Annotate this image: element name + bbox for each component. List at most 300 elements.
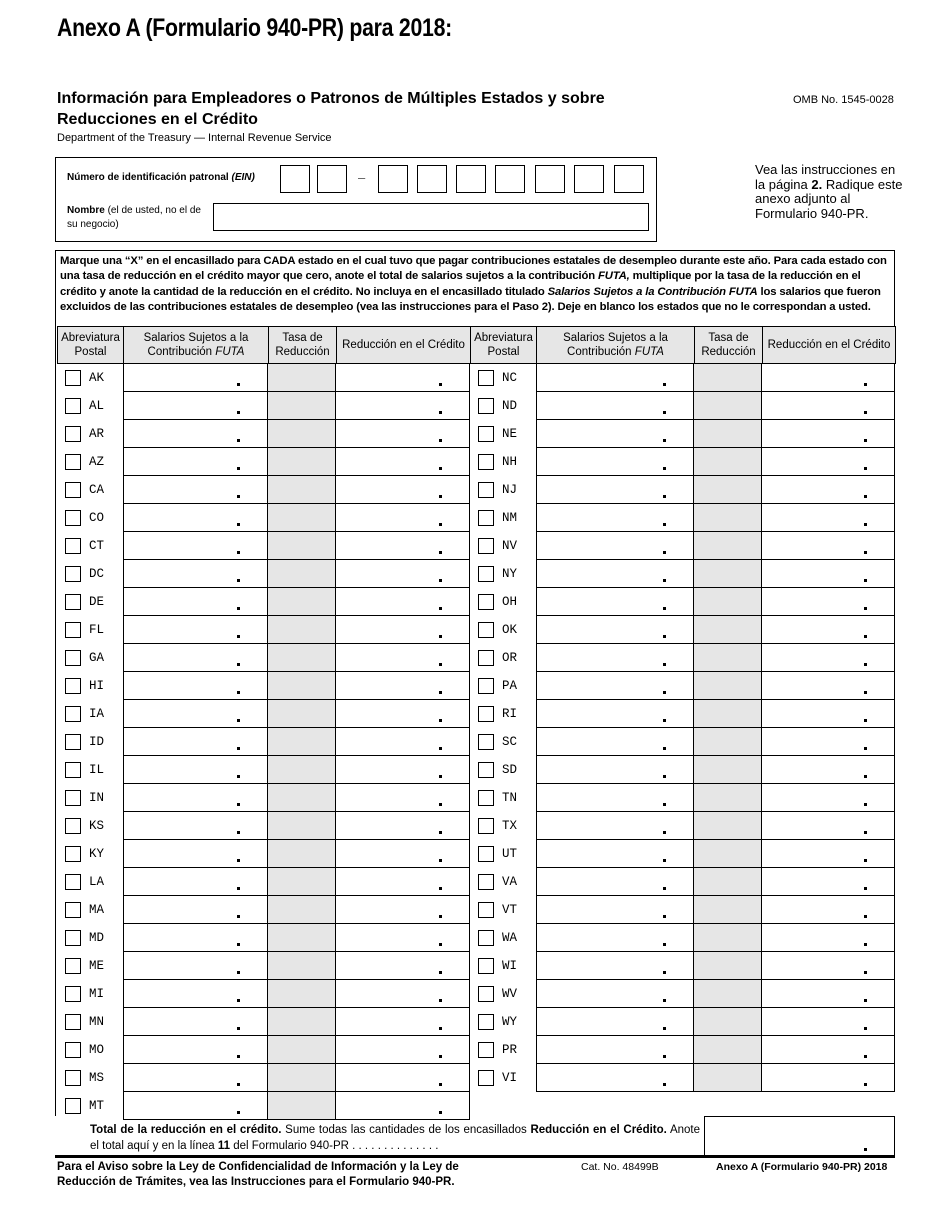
credit-input[interactable] [336,840,470,868]
state-checkbox[interactable] [478,846,494,862]
wages-input[interactable] [536,812,694,840]
rate-input[interactable] [268,504,336,532]
state-checkbox[interactable] [65,538,81,554]
state-checkbox[interactable] [478,398,494,414]
state-checkbox[interactable] [478,706,494,722]
rate-input[interactable] [268,644,336,672]
wages-input[interactable] [536,560,694,588]
credit-input[interactable] [336,868,470,896]
rate-input[interactable] [694,980,762,1008]
rate-input[interactable] [694,364,762,392]
state-checkbox[interactable] [478,818,494,834]
state-checkbox[interactable] [65,622,81,638]
state-checkbox[interactable] [65,958,81,974]
state-checkbox[interactable] [478,874,494,890]
rate-input[interactable] [694,560,762,588]
decimal-point [237,887,240,890]
state-abbr: IN [89,791,105,805]
rate-input[interactable] [694,756,762,784]
state-checkbox[interactable] [65,454,81,470]
state-abbr: PA [502,679,518,693]
rate-input[interactable] [268,756,336,784]
wages-input[interactable] [123,364,268,392]
rate-input[interactable] [694,616,762,644]
rate-input[interactable] [268,896,336,924]
omb-number: OMB No. 1545-0028 [793,94,894,106]
rate-input[interactable] [694,504,762,532]
credit-input[interactable] [336,420,470,448]
wages-input[interactable] [536,980,694,1008]
wages-input[interactable] [123,952,268,980]
rate-input[interactable] [694,784,762,812]
credit-input[interactable] [336,476,470,504]
rate-input[interactable] [268,392,336,420]
state-cell [57,756,123,784]
state-abbr: LA [89,875,105,889]
state-checkbox[interactable] [65,930,81,946]
state-checkbox[interactable] [65,706,81,722]
credit-input[interactable] [336,588,470,616]
credit-input[interactable] [762,1064,895,1092]
wages-input[interactable] [123,812,268,840]
credit-input[interactable] [336,504,470,532]
credit-input[interactable] [762,364,895,392]
decimal-point [864,1083,867,1086]
decimal-point [237,859,240,862]
credit-input[interactable] [762,980,895,1008]
rate-input[interactable] [694,644,762,672]
credit-input[interactable] [762,420,895,448]
state-abbr: MO [89,1043,105,1057]
state-checkbox[interactable] [65,818,81,834]
state-checkbox[interactable] [65,1014,81,1030]
wages-input[interactable] [536,504,694,532]
state-cell [470,672,536,700]
rate-input[interactable] [268,560,336,588]
credit-input[interactable] [762,896,895,924]
state-checkbox[interactable] [478,790,494,806]
credit-input[interactable] [762,616,895,644]
state-checkbox[interactable] [65,482,81,498]
state-abbr: WI [502,959,518,973]
decimal-point [864,383,867,386]
credit-input[interactable] [336,980,470,1008]
wages-input[interactable] [536,532,694,560]
state-checkbox[interactable] [478,902,494,918]
ein-digit-9[interactable] [614,165,644,193]
rate-input[interactable] [694,420,762,448]
state-checkbox[interactable] [478,678,494,694]
state-cell [57,924,123,952]
wages-input[interactable] [123,980,268,1008]
ein-digit-2[interactable] [317,165,347,193]
wages-input[interactable] [123,728,268,756]
credit-input[interactable] [336,1092,470,1120]
ein-digit-7[interactable] [535,165,565,193]
wages-input[interactable] [536,448,694,476]
rate-input[interactable] [268,868,336,896]
rate-input[interactable] [694,1064,762,1092]
state-abbr: KY [89,847,105,861]
decimal-point [237,607,240,610]
credit-input[interactable] [336,560,470,588]
credit-input[interactable] [336,700,470,728]
decimal-point [439,635,442,638]
ein-digit-4[interactable] [417,165,447,193]
state-abbr: GA [89,651,105,665]
state-checkbox[interactable] [65,426,81,442]
rate-input[interactable] [268,1008,336,1036]
credit-input[interactable] [336,1036,470,1064]
rate-input[interactable] [694,448,762,476]
name-input[interactable] [213,203,649,231]
rate-input[interactable] [694,868,762,896]
wages-input[interactable] [536,588,694,616]
wages-input[interactable] [536,952,694,980]
state-cell [57,672,123,700]
state-cell [57,504,123,532]
state-cell [470,980,536,1008]
state-abbr: IL [89,763,105,777]
state-checkbox[interactable] [65,874,81,890]
rate-input[interactable] [694,840,762,868]
state-checkbox[interactable] [65,1070,81,1086]
wages-input[interactable] [536,896,694,924]
credit-input[interactable] [336,728,470,756]
wages-input[interactable] [123,532,268,560]
table-left-border [55,326,56,1116]
wages-input[interactable] [123,784,268,812]
decimal-point [663,607,666,610]
state-abbr: MS [89,1071,105,1085]
wages-input[interactable] [123,504,268,532]
decimal-point [237,691,240,694]
wages-input[interactable] [536,644,694,672]
credit-input[interactable] [762,924,895,952]
state-abbr: WA [502,931,518,945]
state-checkbox[interactable] [65,370,81,386]
decimal-point [237,719,240,722]
ein-dash: – [358,170,366,185]
state-cell [470,616,536,644]
decimal-point [439,775,442,778]
state-abbr: CT [89,539,105,553]
state-checkbox[interactable] [65,734,81,750]
state-checkbox[interactable] [478,1042,494,1058]
state-cell [470,840,536,868]
credit-input[interactable] [336,1008,470,1036]
state-abbr: AR [89,427,105,441]
credit-input[interactable] [336,364,470,392]
wages-input[interactable] [536,392,694,420]
rate-input[interactable] [268,980,336,1008]
rate-input[interactable] [694,392,762,420]
ein-digit-3[interactable] [378,165,408,193]
credit-input[interactable] [336,392,470,420]
state-checkbox[interactable] [65,986,81,1002]
wages-input[interactable] [536,616,694,644]
wages-input[interactable] [123,1008,268,1036]
state-cell [470,420,536,448]
state-checkbox[interactable] [478,482,494,498]
decimal-point [663,691,666,694]
state-abbr: MD [89,931,105,945]
wages-input[interactable] [536,756,694,784]
state-checkbox[interactable] [65,650,81,666]
wages-input[interactable] [123,896,268,924]
decimal-point [663,1027,666,1030]
state-abbr: SD [502,763,518,777]
decimal-point [237,439,240,442]
state-cell [470,476,536,504]
credit-input[interactable] [762,728,895,756]
rate-input[interactable] [268,840,336,868]
credit-input[interactable] [336,784,470,812]
state-checkbox[interactable] [478,426,494,442]
decimal-point [237,1027,240,1030]
decimal-point [864,495,867,498]
wages-input[interactable] [123,868,268,896]
state-checkbox[interactable] [478,594,494,610]
credit-input[interactable] [336,532,470,560]
rate-input[interactable] [694,532,762,560]
credit-input[interactable] [762,1008,895,1036]
credit-input[interactable] [762,840,895,868]
column-header-abbr: Abreviatura Postal [57,326,124,364]
state-cell [470,868,536,896]
wages-input[interactable] [536,1064,694,1092]
wages-input[interactable] [123,448,268,476]
state-cell [470,924,536,952]
decimal-point [864,663,867,666]
state-checkbox[interactable] [478,734,494,750]
wages-input[interactable] [123,700,268,728]
credit-input[interactable] [336,616,470,644]
decimal-point [439,803,442,806]
state-abbr: TN [502,791,518,805]
state-checkbox[interactable] [65,846,81,862]
wages-input[interactable] [536,476,694,504]
state-checkbox[interactable] [478,762,494,778]
credit-input[interactable] [336,672,470,700]
rate-input[interactable] [694,952,762,980]
credit-input[interactable] [336,1064,470,1092]
credit-input[interactable] [762,952,895,980]
state-checkbox[interactable] [65,790,81,806]
rate-input[interactable] [694,1036,762,1064]
state-checkbox[interactable] [65,678,81,694]
state-checkbox[interactable] [478,510,494,526]
credit-input[interactable] [762,476,895,504]
state-checkbox[interactable] [478,930,494,946]
state-checkbox[interactable] [65,902,81,918]
wages-input[interactable] [536,364,694,392]
credit-input[interactable] [762,812,895,840]
wages-input[interactable] [123,1036,268,1064]
rate-input[interactable] [694,672,762,700]
rate-input[interactable] [268,420,336,448]
rate-input[interactable] [268,616,336,644]
state-cell [470,644,536,672]
credit-input[interactable] [762,504,895,532]
wages-input[interactable] [536,1036,694,1064]
decimal-point [663,495,666,498]
credit-input[interactable] [762,560,895,588]
credit-input[interactable] [762,532,895,560]
rate-input[interactable] [268,1092,336,1120]
decimal-point [864,747,867,750]
column-header-wages: Salarios Sujetos a la Contribución FUTA [536,326,695,364]
state-cell [57,840,123,868]
wages-input[interactable] [123,588,268,616]
ein-digit-6[interactable] [495,165,525,193]
total-input[interactable] [704,1116,895,1156]
state-checkbox[interactable] [478,1014,494,1030]
wages-input[interactable] [536,672,694,700]
rate-input[interactable] [268,532,336,560]
credit-input[interactable] [762,1036,895,1064]
rate-input[interactable] [268,448,336,476]
rate-input[interactable] [268,364,336,392]
wages-input[interactable] [123,420,268,448]
credit-input[interactable] [762,784,895,812]
credit-input[interactable] [336,756,470,784]
rate-input[interactable] [694,728,762,756]
state-abbr: NV [502,539,518,553]
decimal-point [663,915,666,918]
state-checkbox[interactable] [478,958,494,974]
rate-input[interactable] [694,1008,762,1036]
decimal-point [864,411,867,414]
credit-input[interactable] [336,448,470,476]
state-checkbox[interactable] [65,1098,81,1114]
rate-input[interactable] [268,588,336,616]
state-checkbox[interactable] [478,454,494,470]
wages-input[interactable] [536,840,694,868]
credit-input[interactable] [762,756,895,784]
instructions: Marque una “X” en el encasillado para CADA estado en el cual tuvo que pagar contribuciones estatales de desempleo durante este año. Para cada estado con una tasa de reducción en el crédito mayor que cero, anote el total de salarios sujetos a la contribución FUTA, multiplique por la tasa de la reducción en el crédito y anote la cantidad de la reducción en el crédito. No incluya en el encasillado titulado Salarios Sujetos a la Contribución FUTA los salarios que fueron excluidos de las contribuciones estatales de desempleo (vea las instrucciones para el Paso 2). Deje en blanco los estados que no le correspondan a usted. [55,250,895,327]
credit-input[interactable] [762,868,895,896]
state-abbr: RI [502,707,518,721]
rate-input[interactable] [268,812,336,840]
rate-input[interactable] [268,1064,336,1092]
credit-input[interactable] [762,448,895,476]
credit-input[interactable] [762,588,895,616]
state-checkbox[interactable] [65,566,81,582]
state-cell [470,896,536,924]
wages-input[interactable] [536,924,694,952]
state-cell [470,560,536,588]
rate-input[interactable] [694,700,762,728]
decimal-point [237,579,240,582]
wages-input[interactable] [536,728,694,756]
state-cell [57,560,123,588]
rate-input[interactable] [268,700,336,728]
rate-input[interactable] [268,476,336,504]
state-checkbox[interactable] [478,622,494,638]
state-abbr: DC [89,567,105,581]
credit-input[interactable] [762,392,895,420]
state-cell [57,1008,123,1036]
wages-input[interactable] [123,672,268,700]
decimal-point [864,691,867,694]
rate-input[interactable] [694,476,762,504]
wages-input[interactable] [123,476,268,504]
wages-input[interactable] [123,644,268,672]
credit-input[interactable] [336,952,470,980]
wages-input[interactable] [123,560,268,588]
rate-input[interactable] [268,1036,336,1064]
state-abbr: TX [502,819,518,833]
decimal-point [663,1083,666,1086]
wages-input[interactable] [123,924,268,952]
wages-input[interactable] [536,784,694,812]
wages-input[interactable] [123,392,268,420]
wages-input[interactable] [123,1092,268,1120]
wages-input[interactable] [536,1008,694,1036]
decimal-point [439,999,442,1002]
rate-input[interactable] [268,924,336,952]
wages-input[interactable] [536,420,694,448]
state-checkbox[interactable] [478,986,494,1002]
credit-input[interactable] [762,672,895,700]
credit-input[interactable] [336,896,470,924]
state-checkbox[interactable] [65,594,81,610]
wages-input[interactable] [536,868,694,896]
wages-input[interactable] [123,756,268,784]
rate-input[interactable] [268,728,336,756]
rate-input[interactable] [268,784,336,812]
state-cell [470,392,536,420]
ein-digit-5[interactable] [456,165,486,193]
state-checkbox[interactable] [478,566,494,582]
ein-digit-8[interactable] [574,165,604,193]
credit-input[interactable] [762,644,895,672]
wages-input[interactable] [536,700,694,728]
total-label: Total de la reducción en el crédito. Sume todas las cantidades de los encasillados Reducción en el Crédito. Anote el total aquí y en la línea 11 del Formulario 940-PR . . . . . . . . . . . . . . [90,1124,700,1152]
state-checkbox[interactable] [478,538,494,554]
state-checkbox[interactable] [65,762,81,778]
state-checkbox[interactable] [478,650,494,666]
state-checkbox[interactable] [65,1042,81,1058]
state-cell [57,532,123,560]
rate-input[interactable] [694,588,762,616]
rate-input[interactable] [268,672,336,700]
credit-input[interactable] [336,644,470,672]
credit-input[interactable] [336,812,470,840]
state-checkbox[interactable] [65,510,81,526]
decimal-point [663,579,666,582]
state-checkbox[interactable] [65,398,81,414]
state-checkbox[interactable] [478,370,494,386]
state-checkbox[interactable] [478,1070,494,1086]
state-abbr: NM [502,511,518,525]
decimal-point [439,551,442,554]
rate-input[interactable] [694,896,762,924]
wages-input[interactable] [123,616,268,644]
ein-digit-1[interactable] [280,165,310,193]
state-abbr: NJ [502,483,518,497]
wages-input[interactable] [123,840,268,868]
decimal-point [237,1111,240,1114]
rate-input[interactable] [268,952,336,980]
credit-input[interactable] [336,924,470,952]
form-title: Anexo A (Formulario 940-PR) para 2018: [57,14,452,42]
rate-input[interactable] [694,812,762,840]
credit-input[interactable] [762,700,895,728]
rate-input[interactable] [694,924,762,952]
wages-input[interactable] [123,1064,268,1092]
